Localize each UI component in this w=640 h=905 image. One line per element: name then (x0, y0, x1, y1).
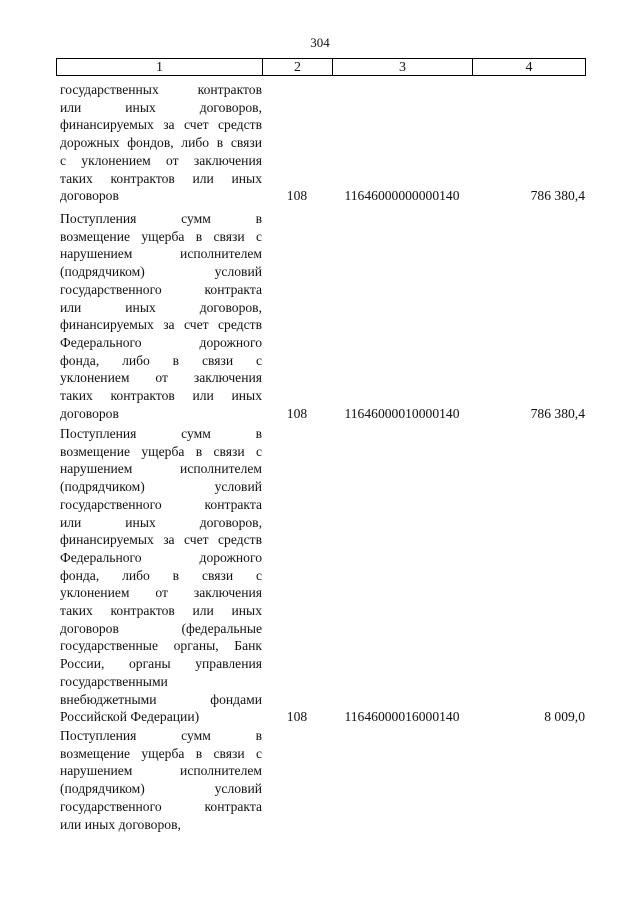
description-line: или иных договоров, (60, 816, 181, 832)
description-line: России, органы управления (60, 656, 262, 672)
description-line: Поступления сумм в (60, 211, 262, 226)
description-line: возмещение ущерба в связи с (60, 228, 262, 244)
description-line: (подрядчиком) условий (60, 264, 262, 280)
description-line: государственного контракта (60, 496, 262, 512)
description-line: государственные органы, Банк (60, 638, 262, 654)
description-line: нарушением исполнителем (60, 461, 262, 477)
description-line: Поступления сумм в (60, 426, 262, 441)
row-col3: 11646000010000140 (344, 405, 460, 421)
column-header-row (57, 59, 586, 76)
description-line: Федерального дорожного (60, 334, 262, 350)
page-number: 304 (310, 35, 330, 50)
description-line: таких контрактов или иных (60, 603, 262, 619)
row-col4: 786 380,4 (530, 188, 585, 204)
description-line: финансируемых за счет средств (60, 532, 262, 548)
row-description (60, 727, 262, 833)
description-line: таких контрактов или иных (60, 388, 262, 404)
description-line: уклонением от заключения (60, 585, 262, 601)
description-line: внебюджетными фондами (60, 691, 262, 707)
description-line: нарушением исполнителем (60, 246, 262, 262)
row-description (60, 210, 262, 422)
column-header-1: 1 (57, 59, 263, 76)
row-description (60, 81, 262, 205)
column-header-table (56, 58, 586, 76)
description-line: договоров (60, 188, 119, 204)
description-line: или иных договоров, (60, 514, 262, 530)
description-line: возмещение ущерба в связи с (60, 745, 262, 761)
description-line: договоров (федеральные (60, 620, 262, 636)
row-col4: 786 380,4 (530, 405, 585, 421)
row-col2: 108 (286, 709, 308, 725)
description-line: таких контрактов или иных (60, 170, 262, 186)
description-line: (подрядчиком) условий (60, 479, 262, 495)
row-col3: 11646000016000140 (344, 709, 460, 725)
row-col4: 8 009,0 (544, 709, 585, 725)
description-line: государственными (60, 673, 168, 689)
description-line: нарушением исполнителем (60, 763, 262, 779)
description-line: государственного контракта (60, 798, 262, 814)
description-line: или иных договоров, (60, 99, 262, 115)
description-line: возмещение ущерба в связи с (60, 443, 262, 459)
description-line: договоров (60, 405, 119, 421)
description-line: или иных договоров, (60, 299, 262, 315)
column-header-2: 2 (263, 59, 333, 76)
description-line: фонда, либо в связи с (60, 567, 262, 583)
column-header-4: 4 (473, 59, 586, 76)
description-line: фонда, либо в связи с (60, 352, 262, 368)
description-line: государственных контрактов (60, 82, 262, 97)
description-line: с уклонением от заключения (60, 152, 262, 168)
row-col3: 11646000000000140 (344, 188, 460, 204)
description-line: (подрядчиком) условий (60, 781, 262, 797)
description-line: Поступления сумм в (60, 728, 262, 743)
description-line: Федерального дорожного (60, 549, 262, 565)
description-line: уклонением от заключения (60, 370, 262, 386)
description-line: финансируемых за счет средств (60, 317, 262, 333)
column-header-3: 3 (333, 59, 473, 76)
description-line: финансируемых за счет средств (60, 117, 262, 133)
row-col2: 108 (286, 405, 308, 421)
row-description (60, 425, 262, 726)
description-line: дорожных фондов, либо в связи (60, 135, 262, 151)
row-col2: 108 (286, 188, 308, 204)
description-line: государственного контракта (60, 281, 262, 297)
description-line: Российской Федерации) (60, 709, 200, 725)
